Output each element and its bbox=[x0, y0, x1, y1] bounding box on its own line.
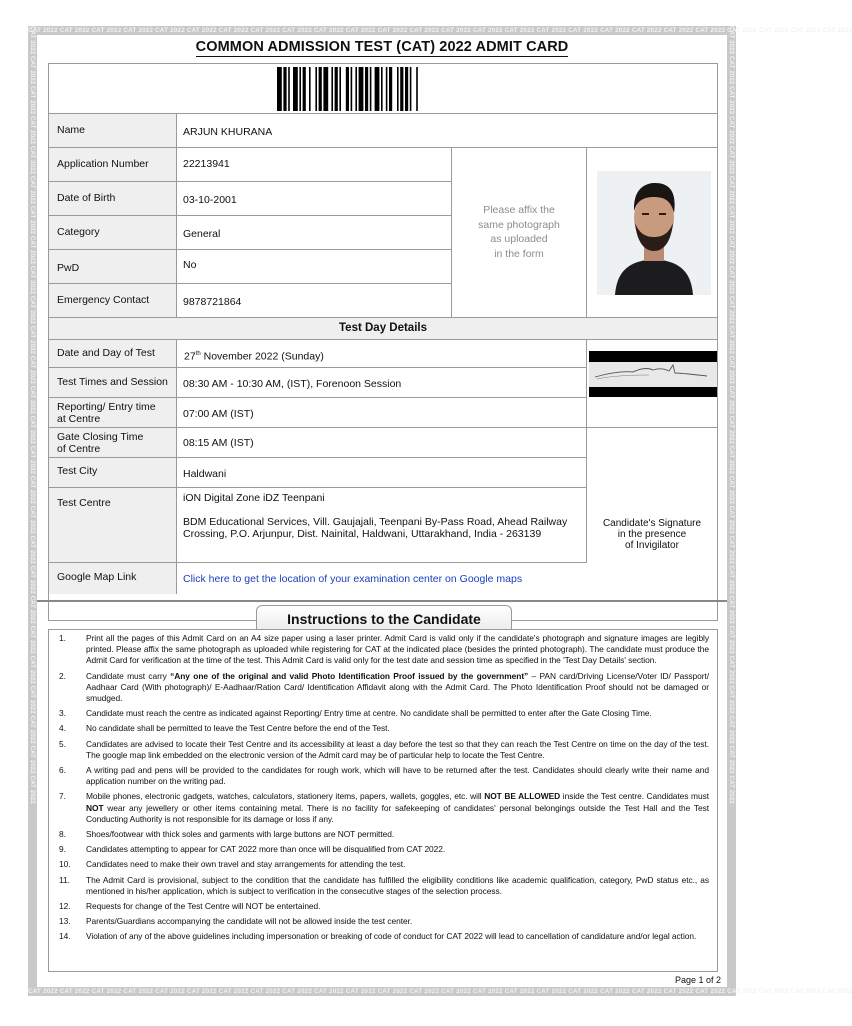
barcode-bar bbox=[288, 67, 290, 111]
barcode-bar bbox=[370, 67, 372, 111]
instruction-item bbox=[55, 739, 709, 761]
barcode-bar bbox=[299, 67, 301, 111]
instruction-number: 3. bbox=[59, 708, 66, 719]
instruction-number: 1. bbox=[59, 633, 66, 643]
instruction-item bbox=[55, 633, 709, 667]
instruction-text: Candidates are advised to locate their Test Centre and its accessibility at least a day before the test so that they can reach the Test Centre on time on the day of the test. The google map link embedded on the electronic version of the Admit card may be of particular help to locate the Test Centre. bbox=[86, 738, 709, 760]
barcode bbox=[277, 67, 461, 111]
barcode-bar bbox=[323, 67, 328, 111]
test-date: 27th November 2022 (Sunday) bbox=[177, 340, 587, 368]
photo-cell bbox=[587, 148, 717, 318]
page-title: COMMON ADMISSION TEST (CAT) 2022 ADMIT CARD bbox=[195, 39, 569, 55]
instruction-number: 5. bbox=[59, 738, 66, 749]
affix-photo-line-1: Please affix the bbox=[483, 204, 555, 216]
instruction-item bbox=[55, 901, 709, 912]
test-city-label: Test City bbox=[49, 458, 177, 488]
test-day-heading: Test Day Details bbox=[49, 318, 717, 340]
candidate-photo bbox=[597, 171, 711, 295]
map-link-label: Google Map Link bbox=[49, 563, 177, 594]
barcode-bar bbox=[303, 67, 306, 111]
application-number: 22213941 bbox=[177, 148, 452, 182]
instruction-item bbox=[55, 916, 709, 927]
reporting-time: 07:00 AM (IST) bbox=[177, 398, 587, 428]
barcode-bar bbox=[405, 67, 408, 111]
instruction-item bbox=[55, 708, 709, 719]
instruction-text: NOT bbox=[86, 802, 104, 813]
barcode-row bbox=[49, 64, 717, 114]
test-centre-address-line-2: Crossing, P.O. Arjunpur, Dist. Nainital, Haldwani, Uttarakhand, India - 263139 bbox=[183, 528, 542, 540]
instruction-number: 10. bbox=[59, 859, 71, 870]
barcode-bar bbox=[389, 67, 392, 111]
instruction-number: 11. bbox=[59, 874, 70, 885]
signature-cell bbox=[587, 340, 717, 428]
instruction-text: Candidates need to make their own travel and stay arrangements for attending the test. bbox=[86, 859, 406, 870]
instruction-text: Print all the pages of this Admit Card on an A4 size paper using a laser printer. Admit Card is valid only if the candidate's photograph and signature images are legibly printed. Please affix the same photograph as uploaded while registering for CAT at the indicated place (besides the printed photograph). The candidate must produce the Admit Card for verification at the time of the test. This Admit Card is valid only for the test date and session time as specified in the 'Test Day Details' section. bbox=[86, 633, 709, 666]
instruction-text: wear any jewellery or other items containing metal. There is no facility for safekeeping of candidates' personal belongings outside the Test Hall and the Test Conducting Authority is not responsible for its damage or loss if any. bbox=[86, 802, 709, 824]
instruction-text: Parents/Guardians accompanying the candidate will not be allowed inside the test center. bbox=[86, 916, 413, 927]
gate-closing-label: Gate Closing Time of Centre bbox=[49, 428, 177, 458]
emergency-contact-label: Emergency Contact bbox=[49, 284, 177, 318]
instruction-number: 14. bbox=[59, 931, 71, 942]
barcode-bar bbox=[331, 67, 333, 111]
pwd-status: No bbox=[177, 250, 452, 284]
instruction-text: Violation of any of the above guidelines including impersonation or breaking of code of conduct for CAT 2022 will lead to cancellation of candidature and/or legal action. bbox=[86, 931, 697, 942]
barcode-bar bbox=[410, 67, 412, 111]
instruction-number: 13. bbox=[59, 916, 71, 927]
instruction-number: 6. bbox=[59, 765, 66, 776]
admit-card bbox=[37, 35, 727, 987]
instruction-text: The Admit Card is provisional, subject to the condition that the candidate has fulfilled the eligibility conditions like academic qualification, category, PwD status etc., as mentioned in his/her application, which is subject to verification in the consecutive stages of the selection process. bbox=[86, 874, 709, 896]
barcode-bar bbox=[315, 67, 317, 111]
instruction-number: 9. bbox=[59, 844, 66, 855]
category-label: Category bbox=[49, 216, 177, 250]
barcode-bar bbox=[283, 67, 286, 111]
instruction-text: A writing pad and pens will be provided to the candidates for rough work, which will have to be returned after the test. Candidates should clearly write their name and application number on the writing pad. bbox=[86, 765, 709, 787]
instruction-number: 7. bbox=[59, 791, 66, 802]
barcode-bar bbox=[335, 67, 338, 111]
barcode-bar bbox=[319, 67, 322, 111]
affix-photo-line-2: same photograph bbox=[478, 218, 560, 231]
barcode-bar bbox=[293, 67, 298, 111]
test-centre-label: Test Centre bbox=[49, 488, 177, 563]
barcode-bar bbox=[397, 67, 399, 111]
date-of-birth: 03-10-2001 bbox=[177, 182, 452, 216]
instructions-list bbox=[55, 633, 709, 943]
barcode-bar bbox=[400, 67, 403, 111]
instruction-number: 4. bbox=[59, 723, 66, 734]
instructions-box bbox=[48, 629, 718, 972]
watermark-left: CAT 2022 CAT 2022 CAT 2022 CAT 2022 CAT 2022 CAT 2022 CAT 2022 CAT 2022 CAT 2022 CAT 2022 CAT 2022 CAT 2022 CAT 2022 CAT 2022 CAT 2022 CAT 2022 CAT 2022 CAT 2022 CAT 2022 CAT 2022 CAT 2022 CAT 2022 CAT 2022 CAT 2022 CAT 2022 CAT 2022 bbox=[29, 26, 36, 804]
barcode-bar bbox=[309, 67, 311, 111]
instruction-item bbox=[55, 671, 709, 705]
instruction-item bbox=[55, 859, 709, 870]
test-city: Haldwani bbox=[177, 458, 587, 488]
instruction-text: “Any one of the original and valid Photo Identification Proof issued by the government” bbox=[170, 670, 529, 681]
barcode-bar bbox=[359, 67, 364, 111]
barcode-bar bbox=[365, 67, 368, 111]
candidate-signature bbox=[589, 351, 717, 397]
pwd-label: PwD bbox=[49, 250, 177, 284]
instruction-item bbox=[55, 829, 709, 840]
watermark-bottom: CAT 2022 CAT 2022 CAT 2022 CAT 2022 CAT 2022 CAT 2022 CAT 2022 CAT 2022 CAT 2022 CAT 2022 CAT 2022 CAT 2022 CAT 2022 CAT 2022 CAT 2022 CAT 2022 CAT 2022 CAT 2022 CAT 2022 CAT 2022 CAT 2022 CAT 2022 CAT 2022 CAT 2022 CAT 2022 CAT 2022 bbox=[28, 988, 852, 995]
affix-photo-line-4: in the form bbox=[494, 247, 544, 260]
test-times-label: Test Times and Session bbox=[49, 368, 177, 398]
instruction-text: NOT BE ALLOWED bbox=[484, 791, 561, 802]
barcode-bar bbox=[375, 67, 380, 111]
barcode-bar bbox=[381, 67, 383, 111]
instructions-heading: Instructions to the Candidate bbox=[256, 605, 512, 630]
instruction-text: – PAN card/Driving License/Voter ID/ Passport/ Aadhaar Card (With photograph)/ E-Aadhaar/Ration Card/ Identification Affidavit along with the Admit Card. The Photo Identification Proof should not be damaged or smudged. bbox=[86, 670, 710, 704]
barcode-bar bbox=[346, 67, 349, 111]
candidate-name: ARJUN KHURANA bbox=[177, 114, 717, 148]
test-centre bbox=[177, 488, 587, 563]
name-label: Name bbox=[49, 114, 177, 148]
reporting-time-label: Reporting/ Entry time at Centre bbox=[49, 398, 177, 428]
application-number-label: Application Number bbox=[49, 148, 177, 182]
instruction-number: 12. bbox=[59, 901, 71, 912]
watermark-top: CAT 2022 CAT 2022 CAT 2022 CAT 2022 CAT 2022 CAT 2022 CAT 2022 CAT 2022 CAT 2022 CAT 2022 CAT 2022 CAT 2022 CAT 2022 CAT 2022 CAT 2022 CAT 2022 CAT 2022 CAT 2022 CAT 2022 CAT 2022 CAT 2022 CAT 2022 CAT 2022 CAT 2022 CAT 2022 CAT 2022 bbox=[28, 27, 852, 34]
instruction-text: No candidate shall be permitted to leave the Test Centre before the end of the Test. bbox=[86, 723, 390, 734]
instruction-text: Shoes/footwear with thick soles and garments with large buttons are NOT permitted. bbox=[86, 829, 395, 840]
instruction-text: Candidates attempting to appear for CAT 2022 more than once will be disqualified from CAT 2022. bbox=[86, 844, 446, 855]
test-centre-address-line-1: BDM Educational Services, Vill. Gaujajali, Teenpani By-Pass Road, Ahead Railway bbox=[183, 516, 568, 528]
barcode-bar bbox=[386, 67, 388, 111]
instruction-number: 8. bbox=[59, 829, 66, 840]
instruction-item bbox=[55, 791, 709, 825]
instruction-text: inside the Test centre. Candidates must bbox=[560, 791, 709, 802]
barcode-bar bbox=[277, 67, 282, 111]
candidate-details-table bbox=[48, 63, 718, 621]
barcode-bar bbox=[416, 67, 418, 111]
watermark-right: CAT 2022 CAT 2022 CAT 2022 CAT 2022 CAT 2022 CAT 2022 CAT 2022 CAT 2022 CAT 2022 CAT 2022 CAT 2022 CAT 2022 CAT 2022 CAT 2022 CAT 2022 CAT 2022 CAT 2022 CAT 2022 CAT 2022 CAT 2022 CAT 2022 CAT 2022 CAT 2022 CAT 2022 CAT 2022 CAT 2022 bbox=[728, 26, 735, 804]
affix-photo-line-3: as uploaded bbox=[490, 233, 548, 245]
gate-closing-time: 08:15 AM (IST) bbox=[177, 428, 587, 458]
instruction-item bbox=[55, 765, 709, 787]
page-number: Page 1 of 2 bbox=[674, 975, 721, 985]
instruction-text: Candidate must reach the centre as indicated against Reporting/ Entry time at centre. No candidate shall be permitted to enter after the Gate Closing Time. bbox=[86, 708, 652, 719]
section-divider bbox=[37, 600, 727, 602]
google-map-link[interactable]: Click here to get the location of your examination center on Google maps bbox=[183, 573, 523, 585]
instruction-text: Candidate must carry bbox=[86, 670, 171, 681]
instruction-item bbox=[55, 931, 709, 942]
emergency-contact: 9878721864 bbox=[177, 284, 452, 318]
instruction-text: Mobile phones, electronic gadgets, watches, calculators, stationery items, papers, wallets, goggles, etc. will bbox=[86, 791, 485, 802]
photo-placeholder bbox=[452, 148, 587, 318]
test-times: 08:30 AM - 10:30 AM, (IST), Forenoon Session bbox=[177, 368, 587, 398]
category: General bbox=[177, 216, 452, 250]
instruction-item bbox=[55, 723, 709, 734]
instruction-item bbox=[55, 875, 709, 897]
instruction-item bbox=[55, 844, 709, 855]
instruction-number: 2. bbox=[59, 670, 66, 681]
signature-caption: Candidate's Signature in the presence of Invigilator bbox=[602, 518, 702, 551]
barcode-bar bbox=[351, 67, 353, 111]
dob-label: Date of Birth bbox=[49, 182, 177, 216]
test-centre-name: iON Digital Zone iDZ Teenpani bbox=[183, 492, 325, 504]
test-date-label: Date and Day of Test bbox=[49, 340, 177, 368]
instruction-text: Requests for change of the Test Centre will NOT be entertained. bbox=[86, 901, 321, 912]
barcode-bar bbox=[339, 67, 341, 111]
barcode-bar bbox=[355, 67, 357, 111]
